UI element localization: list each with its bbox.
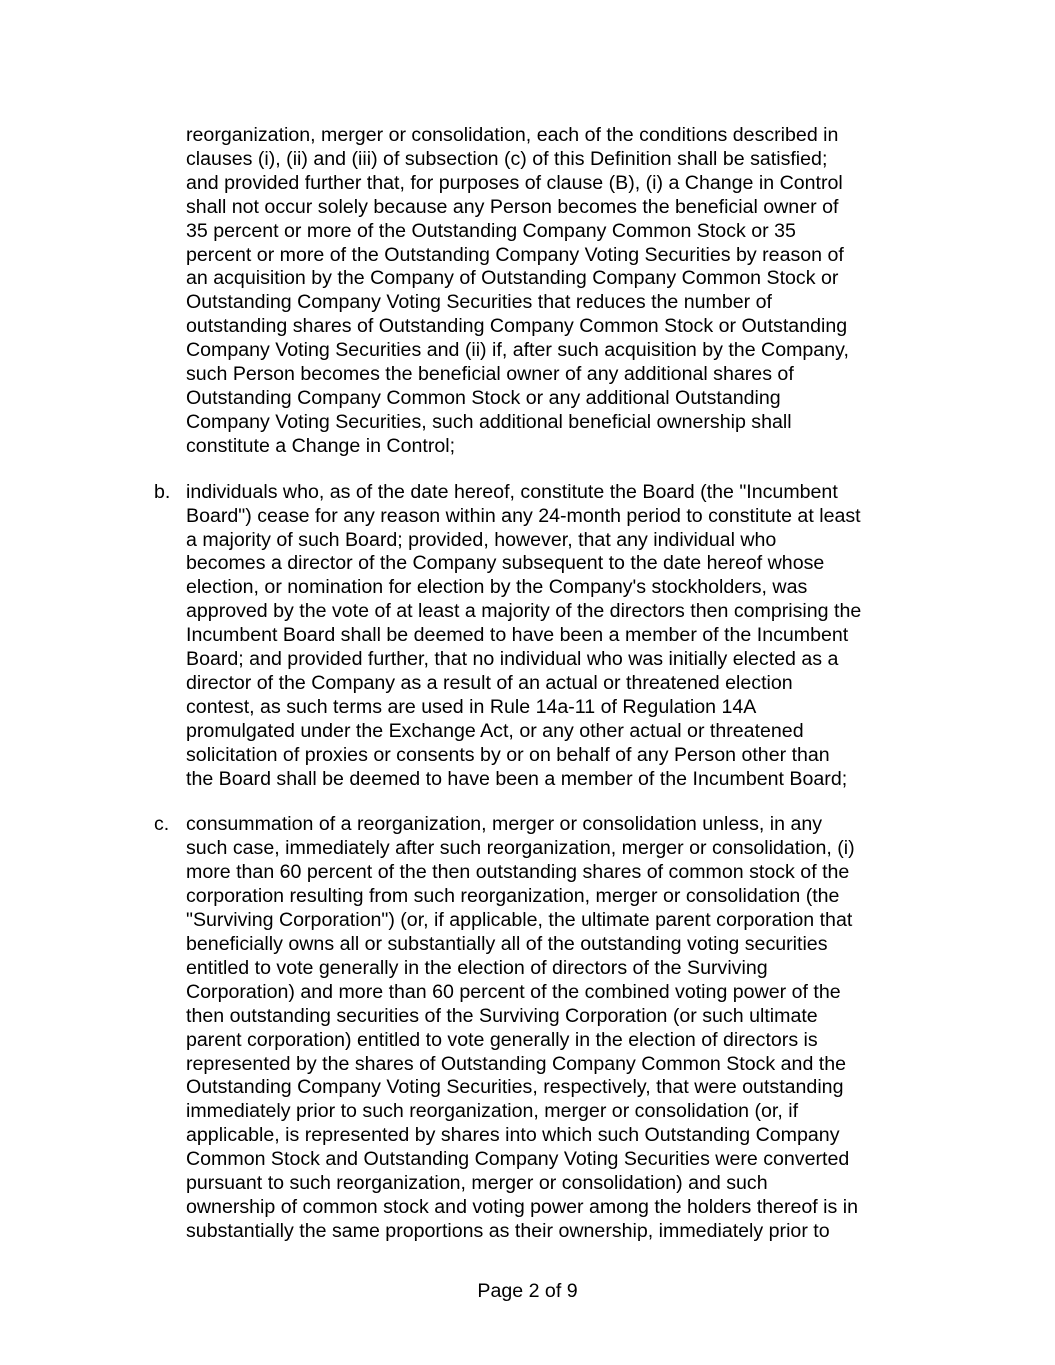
text-line: clauses (i), (ii) and (iii) of subsection (c) of this Definition shall be satisfied; — [186, 147, 828, 170]
text-line: Common Stock and Outstanding Company Voting Securities were converted — [186, 1148, 850, 1171]
text-line: beneficially owns all or substantially all of the outstanding voting securities — [186, 933, 828, 955]
text-line: such case, immediately after such reorganization, merger or consolidation, (i) — [186, 837, 855, 860]
text-line: pursuant to such reorganization, merger or consolidation) and such — [186, 1172, 768, 1195]
text-line: represented by the shares of Outstanding Company Common Stock and the — [186, 1052, 847, 1075]
text-line: reorganization, merger or consolidation, each of the conditions described in — [186, 124, 839, 146]
text-line: consummation of a reorganization, merger or consolidation unless, in any — [186, 813, 823, 836]
text-line: "Surviving Corporation") (or, if applicable, the ultimate parent corporation that — [186, 909, 853, 932]
text-line: individuals who, as of the date hereof, constitute the Board (the "Incumbent — [186, 480, 838, 503]
text-line: director of the Company as a result of an actual or threatened election — [186, 671, 793, 694]
text-line: applicable, is represented by shares into which such Outstanding Company — [186, 1124, 840, 1147]
list-item-c — [154, 813, 914, 1243]
text-line: Outstanding Company Voting Securities that reduces the number of — [186, 291, 772, 314]
text-line: outstanding shares of Outstanding Company Common Stock or Outstanding — [186, 315, 848, 338]
text-line: shall not occur solely because any Person becomes the beneficial owner of — [186, 195, 839, 218]
text-line: parent corporation) entitled to vote generally in the election of directors is — [186, 1028, 818, 1051]
text-line: Board") cease for any reason within any 24-month period to constitute at least — [186, 504, 861, 527]
text-line: solicitation of proxies or consents by or on behalf of any Person other than — [186, 743, 830, 766]
text-line: entitled to vote generally in the election of directors of the Surviving — [186, 956, 768, 979]
text-line: percent or more of the Outstanding Company Voting Securities by reason of — [186, 243, 844, 266]
text-line: substantially the same proportions as their ownership, immediately prior to — [186, 1219, 830, 1242]
list-marker: c. — [154, 813, 170, 836]
text-line: such Person becomes the beneficial owner of any additional shares of — [186, 363, 794, 386]
text-line: election, or nomination for election by the Company's stockholders, was — [186, 576, 808, 599]
page-number: Page 2 of 9 — [477, 1280, 578, 1302]
continuation-paragraph — [154, 124, 914, 459]
text-line: corporation resulting from such reorganization, merger or consolidation (the — [186, 885, 840, 908]
text-line: ownership of common stock and voting power among the holders thereof is in — [186, 1195, 858, 1218]
text-line: and provided further that, for purposes of clause (B), (i) a Change in Control — [186, 171, 843, 194]
text-line: Outstanding Company Common Stock or any additional Outstanding — [186, 386, 781, 409]
list-item-b — [154, 481, 914, 792]
text-line: Outstanding Company Voting Securities, respectively, that were outstanding — [186, 1076, 844, 1099]
text-line: Company Voting Securities, such additional beneficial ownership shall — [186, 410, 792, 433]
text-line: 35 percent or more of the Outstanding Company Common Stock or 35 — [186, 219, 796, 242]
text-line: immediately prior to such reorganization, merger or consolidation (or, if — [186, 1100, 799, 1123]
text-line: Board; and provided further, that no individual who was initially elected as a — [186, 648, 839, 671]
list-marker: b. — [154, 480, 171, 503]
text-line: contest, as such terms are used in Rule 14a-11 of Regulation 14A — [186, 695, 757, 718]
text-line: the Board shall be deemed to have been a member of the Incumbent Board; — [186, 767, 848, 790]
text-line: then outstanding securities of the Surviving Corporation (or such ultimate — [186, 1004, 818, 1027]
text-line: Corporation) and more than 60 percent of the combined voting power of the — [186, 980, 841, 1003]
text-line: a majority of such Board; provided, however, that any individual who — [186, 528, 777, 551]
text-line: Incumbent Board shall be deemed to have been a member of the Incumbent — [186, 624, 849, 647]
text-line: Company Voting Securities and (ii) if, after such acquisition by the Company, — [186, 339, 849, 362]
document-body — [154, 124, 914, 1244]
text-line: constitute a Change in Control; — [186, 434, 456, 457]
text-line: more than 60 percent of the then outstanding shares of common stock of the — [186, 861, 850, 884]
text-line: becomes a director of the Company subsequent to the date hereof whose — [186, 552, 825, 575]
text-line: promulgated under the Exchange Act, or any other actual or threatened — [186, 719, 804, 742]
text-line: an acquisition by the Company of Outstanding Company Common Stock or — [186, 267, 839, 290]
text-line: approved by the vote of at least a majority of the directors then comprising the — [186, 600, 862, 623]
